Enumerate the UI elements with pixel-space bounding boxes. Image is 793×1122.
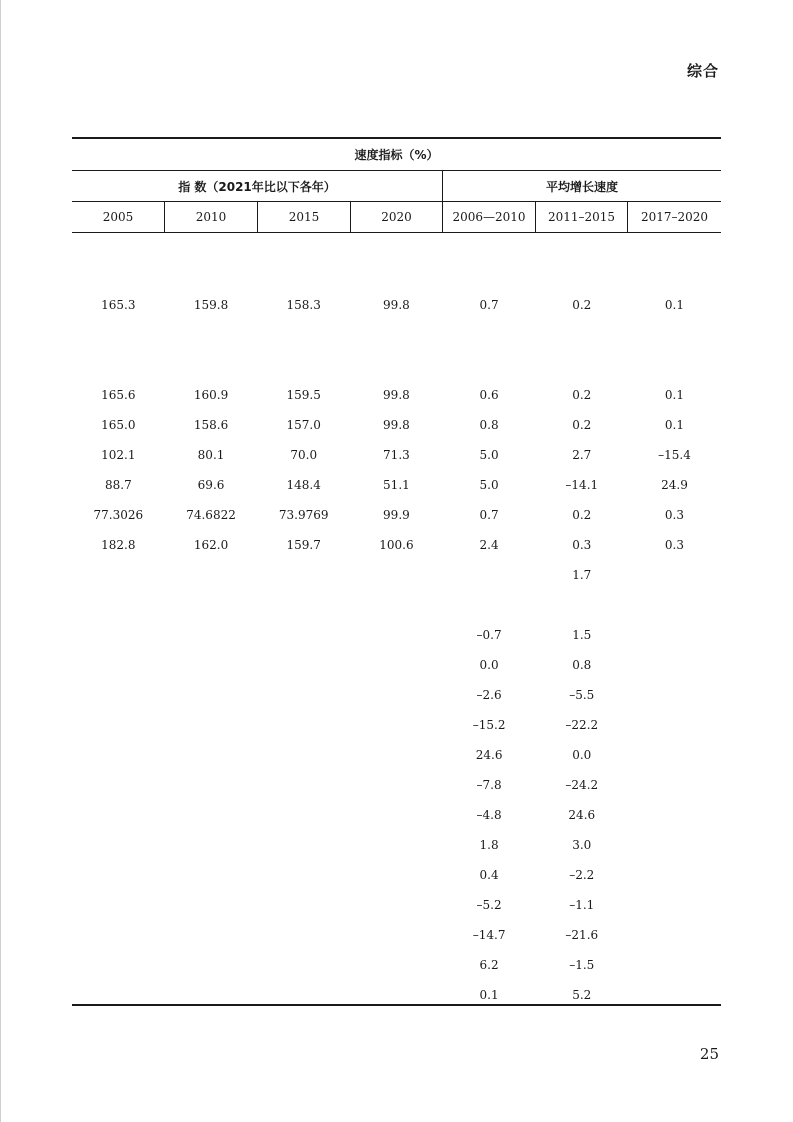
table-cell: 0.2 bbox=[572, 298, 592, 312]
table-cell: 0.3 bbox=[572, 538, 592, 552]
table-cell: 24.6 bbox=[568, 808, 596, 822]
table-cell: 148.4 bbox=[286, 478, 321, 492]
table-row bbox=[72, 830, 721, 860]
table-row bbox=[72, 290, 721, 320]
table-cell: 0.7 bbox=[479, 298, 499, 312]
table-cell: 0.0 bbox=[479, 658, 499, 672]
table-row bbox=[72, 710, 721, 740]
table-row bbox=[72, 440, 721, 470]
table-cell: 99.8 bbox=[383, 418, 410, 432]
table-row bbox=[72, 650, 721, 680]
column-header: 2020 bbox=[351, 202, 443, 232]
table-cell: 0.1 bbox=[664, 388, 685, 402]
header-row-groups bbox=[72, 171, 721, 202]
table-cell: –2.2 bbox=[569, 868, 595, 882]
table-cell: 159.8 bbox=[193, 298, 229, 312]
table-title: 速度指标（%） bbox=[354, 148, 439, 162]
table-row bbox=[72, 530, 721, 560]
table-cell: 160.9 bbox=[193, 388, 229, 402]
column-header: 2010 bbox=[165, 202, 258, 232]
table-cell: –4.8 bbox=[476, 808, 502, 822]
table-row bbox=[72, 800, 721, 830]
table-cell: 1.7 bbox=[572, 568, 592, 582]
table-cell: 24.9 bbox=[661, 478, 688, 492]
table-cell: 100.6 bbox=[379, 538, 414, 552]
table-cell: 73.9769 bbox=[278, 508, 329, 522]
table-cell: 0.8 bbox=[479, 418, 499, 432]
table-cell: –7.8 bbox=[476, 778, 502, 792]
table-cell: 0.2 bbox=[572, 388, 592, 402]
table-row bbox=[72, 620, 721, 650]
table-cell: 2.7 bbox=[572, 448, 592, 462]
table-row bbox=[72, 740, 721, 770]
table-header bbox=[72, 137, 721, 233]
header-row-columns bbox=[72, 202, 721, 233]
table-cell: –1.1 bbox=[569, 898, 595, 912]
table-cell: 1.8 bbox=[479, 838, 499, 852]
table-cell: 0.2 bbox=[572, 418, 592, 432]
table-cell: 69.6 bbox=[197, 478, 225, 492]
table-row bbox=[72, 950, 721, 980]
table-cell: 5.0 bbox=[479, 478, 499, 492]
table-cell: –2.6 bbox=[476, 688, 502, 702]
table-cell: 70.0 bbox=[290, 448, 318, 462]
table-cell: 157.0 bbox=[286, 418, 321, 432]
table-cell: 0.4 bbox=[479, 868, 499, 882]
column-header: 2005 bbox=[72, 202, 165, 232]
table-cell: 99.8 bbox=[383, 298, 410, 312]
header-row-title bbox=[72, 139, 721, 171]
table-row bbox=[72, 860, 721, 890]
table-cell: 51.1 bbox=[383, 478, 410, 492]
section-label: 综合 bbox=[686, 62, 719, 80]
page-number: 25 bbox=[699, 1045, 719, 1063]
table-cell: 0.8 bbox=[572, 658, 592, 672]
table-row bbox=[72, 890, 721, 920]
table-cell: –14.7 bbox=[472, 928, 506, 942]
table-cell: 0.1 bbox=[664, 418, 685, 432]
group-header-index: 指 数（2021年比以下各年） bbox=[72, 171, 443, 201]
group-header-growth: 平均增长速度 bbox=[545, 179, 618, 194]
table-cell: 0.0 bbox=[572, 748, 592, 762]
column-header: 2006—2010 bbox=[443, 202, 536, 232]
table-cell: 158.6 bbox=[193, 418, 229, 432]
table-cell: 2.4 bbox=[479, 538, 499, 552]
table-cell: 0.3 bbox=[664, 538, 685, 552]
table-cell: –0.7 bbox=[476, 628, 502, 642]
table-cell: 1.5 bbox=[572, 628, 592, 642]
table-cell: 0.1 bbox=[479, 988, 499, 1002]
table-cell: 165.3 bbox=[101, 298, 136, 312]
table-cell: 24.6 bbox=[475, 748, 503, 762]
table-cell: 182.8 bbox=[101, 538, 136, 552]
table-cell: 0.1 bbox=[664, 298, 685, 312]
table-cell: 99.8 bbox=[383, 388, 410, 402]
table-cell: –5.2 bbox=[476, 898, 502, 912]
table-cell: 162.0 bbox=[193, 538, 229, 552]
table-cell: 159.5 bbox=[286, 388, 321, 402]
table-cell: 0.2 bbox=[572, 508, 592, 522]
page-edge bbox=[0, 0, 1, 1122]
table-cell: –21.6 bbox=[565, 928, 599, 942]
table-row bbox=[72, 500, 721, 530]
table-cell: 159.7 bbox=[286, 538, 321, 552]
column-header: 2015 bbox=[258, 202, 351, 232]
table-cell: 6.2 bbox=[479, 958, 499, 972]
table-cell: 0.6 bbox=[479, 388, 499, 402]
table-row bbox=[72, 770, 721, 800]
column-header: 2017–2020 bbox=[640, 210, 709, 224]
table-cell: –24.2 bbox=[565, 778, 599, 792]
table-cell: 3.0 bbox=[572, 838, 592, 852]
table-cell: –15.4 bbox=[658, 448, 691, 462]
table-cell: 165.6 bbox=[101, 388, 136, 402]
table-cell: 88.7 bbox=[104, 478, 132, 492]
table-cell: 0.3 bbox=[664, 508, 685, 522]
table-row bbox=[72, 380, 721, 410]
bottom-rule bbox=[72, 1004, 721, 1006]
table-cell: 99.9 bbox=[383, 508, 410, 522]
column-header: 2011–2015 bbox=[536, 202, 628, 232]
table-cell: 5.0 bbox=[479, 448, 499, 462]
table-cell: 5.2 bbox=[572, 988, 592, 1002]
table-row bbox=[72, 560, 721, 590]
table-cell: 77.3026 bbox=[93, 508, 144, 522]
table-cell: 71.3 bbox=[383, 448, 410, 462]
table-cell: 158.3 bbox=[286, 298, 321, 312]
table-cell: –5.5 bbox=[569, 688, 595, 702]
table-row bbox=[72, 470, 721, 500]
table-cell: 74.6822 bbox=[186, 508, 236, 522]
table-row bbox=[72, 410, 721, 440]
table-cell: 165.0 bbox=[101, 418, 136, 432]
table-row bbox=[72, 680, 721, 710]
table-cell: –15.2 bbox=[472, 718, 506, 732]
table-cell: 80.1 bbox=[197, 448, 225, 462]
table-cell: –22.2 bbox=[565, 718, 599, 732]
table-cell: –14.1 bbox=[565, 478, 599, 492]
table-body bbox=[72, 290, 721, 1010]
table-cell: 102.1 bbox=[101, 448, 136, 462]
table-cell: –1.5 bbox=[569, 958, 595, 972]
table-row bbox=[72, 920, 721, 950]
table-cell: 0.7 bbox=[479, 508, 499, 522]
